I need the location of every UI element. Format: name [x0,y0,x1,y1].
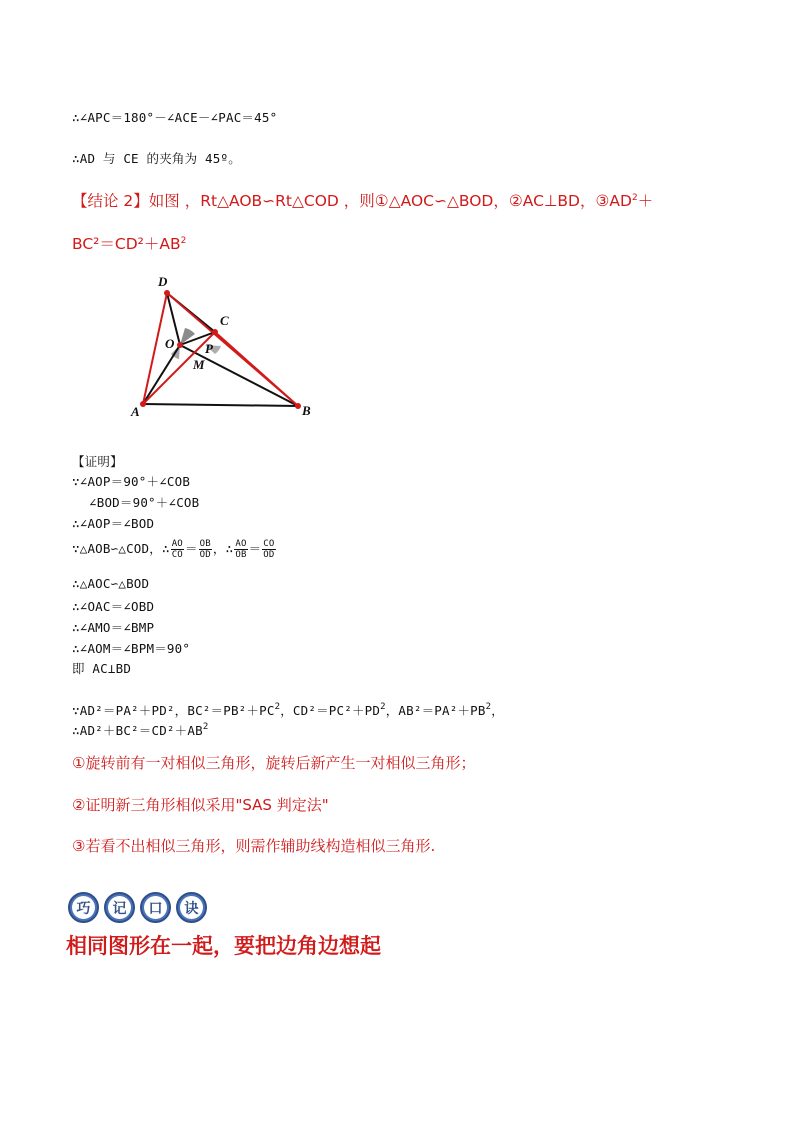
fraction-co-od [262,539,275,560]
geometry-figure [125,270,325,420]
proof-line-11 [72,721,208,739]
equals-sign: ＝ [248,541,262,556]
fraction-ao-ob [234,539,247,560]
plus-sign: ＋ [637,192,654,210]
label-o: O [165,336,175,351]
fraction-denominator: OD [263,550,275,560]
proof-line-4-text-b: ，∴ [212,541,234,556]
label-a: A [131,404,140,419]
fraction-denominator: OD [199,550,211,560]
proof-line-3: ∴∠AOP＝∠BOD [72,516,155,531]
conclusion-2-tag: 【结论 2】 [72,192,149,210]
proof-header: 【证明】 [72,454,123,469]
sup-2: 2 [631,193,638,203]
proof-line-9: 即 AC⊥BD [72,661,132,676]
sup-2: 2 [202,722,209,732]
point-a [140,401,146,407]
mnemonic-motto: 相同图形在一起，要把边角边想起 [66,933,381,958]
label-p: P [205,341,213,356]
proof-line-10 [72,701,504,719]
equals-sign: ＝ [184,541,198,556]
mnemonic-char-3: 口 [140,892,171,923]
mnemonic-title [68,892,207,923]
mnemonic-char-4: 诀 [176,892,207,923]
sup-2: 2 [485,702,492,712]
proof-line-10-a: ∵AD²＝PA²＋PD²，BC²＝PB²＋PC [72,703,275,718]
fraction-numerator: AO [235,539,247,549]
sup-2: 2 [380,702,386,712]
proof-line-5: ∴△AOC∽△BOD [72,576,150,591]
fraction-numerator: CO [263,539,275,549]
fraction-denominator: CO [171,550,183,560]
point-b [295,403,301,409]
label-d: D [158,274,168,289]
fraction-ob-od [199,539,212,560]
proof-line-10-b: ，CD²＝PC²＋PD [280,703,381,718]
mnemonic-char-2: 记 [104,892,135,923]
proof-line-11-a: ∴AD²＋BC²＝CD²＋AB [72,723,203,738]
point-d [164,290,170,296]
proof-line-6: ∴∠OAC＝∠OBD [72,599,155,614]
fraction-denominator: OB [235,550,247,560]
proof-line-2: ∠BOD＝90°＋∠COB [89,495,200,510]
proof-line-10-c: ，AB²＝PA²＋PB [385,703,486,718]
note-1: ①旋转前有一对相似三角形，旋转后新产生一对相似三角形； [72,754,476,772]
sup-2b: 2 [180,236,187,246]
segment-ab [143,404,298,406]
fraction-ao-co [171,539,184,560]
intro-line-2: ∴AD 与 CE 的夹角为 45º。 [72,151,241,166]
mnemonic-char-1: 巧 [68,892,99,923]
proof-line-4-text-a: ∵△AOB∽△COD，∴ [72,541,170,556]
sup-2: 2 [274,702,281,712]
proof-line-8: ∴∠AOM＝∠BPM＝90° [72,641,191,656]
point-o [177,342,183,348]
segment-ad [143,293,167,404]
label-m: M [193,357,205,372]
label-b: B [302,403,311,418]
conclusion-2-text-2: BC²＝CD²＋AB [72,235,181,253]
note-2: ②证明新三角形相似采用"SAS 判定法" [72,796,329,814]
label-c: C [220,313,229,328]
proof-line-7: ∴∠AMO＝∠BMP [72,620,155,635]
proof-line-1: ∵∠AOP＝90°＋∠COB [72,474,191,489]
fraction-numerator: AO [171,539,183,549]
point-c [212,329,218,335]
proof-line-10-d: ， [491,703,504,718]
fraction-numerator: OB [199,539,211,549]
intro-line-1: ∴∠APC＝180°－∠ACE－∠PAC＝45° [72,110,278,125]
note-3: ③若看不出相似三角形，则需作辅助线构造相似三角形. [72,837,436,855]
conclusion-2-line-2 [72,232,186,254]
conclusion-2-line-1 [72,189,653,211]
proof-line-4 [72,539,277,560]
conclusion-2-text: 如图 ，Rt△AOB∽Rt△COD ，则①△AOC∽△BOD，②AC⊥BD，③AD [148,192,632,210]
